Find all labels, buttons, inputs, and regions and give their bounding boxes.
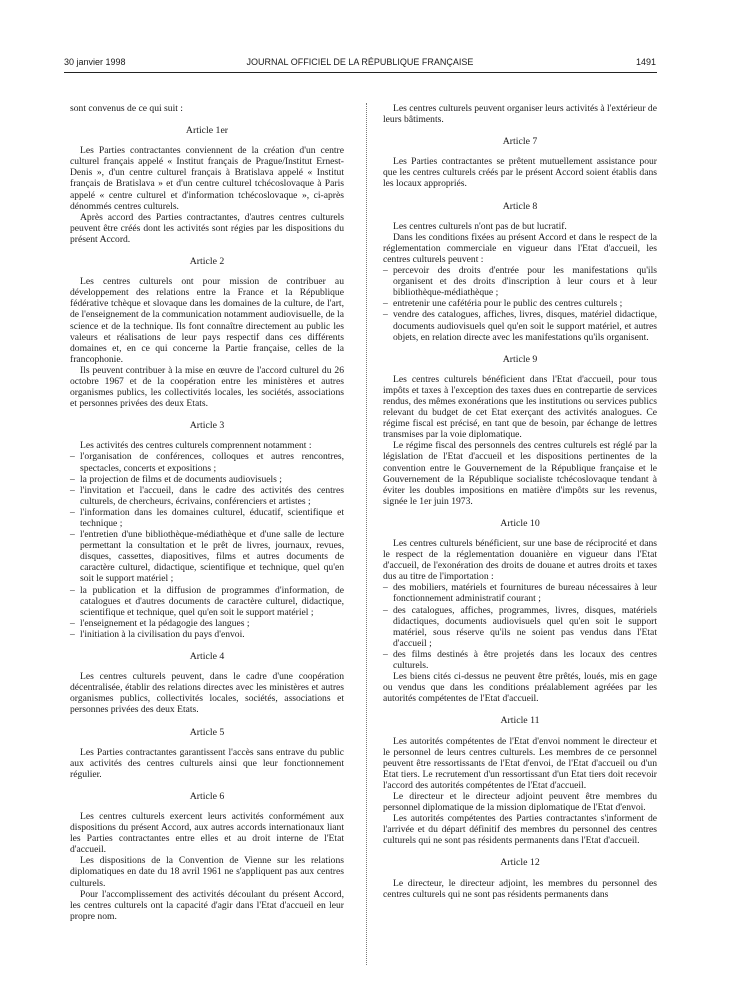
- list-item: – l'invitation et l'accueil, dans le cadre des activités des centres culturels, de chercheurs, écrivains, conférenciers et artistes ;: [70, 485, 344, 507]
- article-11-paragraph: Le directeur et le directeur adjoint peuvent être membres du personnel diplomatique de la mission diplomatique de l'Etat d'envoi.: [383, 790, 657, 814]
- article-1-paragraph: Les Parties contractantes conviennent de la création d'un centre culturel français appelé « Institut français de Prague/Institut Ernest-Denis », d'un centre culturel français à Bratislava appelé « Institut français de Bratislava » et d'un centre culturel tchécoslovaque à Paris appelé « centre culturel et d'information tchécoslovaque », ci-après dénommés centres culturels.: [70, 145, 344, 212]
- article-6-paragraph: Les dispositions de la Convention de Vienne sur les relations diplomatiques en date du 18 avril 1961 ne s'appliquent pas aux centres culturels.: [70, 855, 344, 889]
- article-3-title: Article 3: [189, 420, 225, 432]
- article-12-paragraph: Le directeur, le directeur adjoint, les membres du personnel des centres culturels qui ne sont pas résidents permanents dans: [383, 877, 657, 900]
- list-item: – l'information dans les domaines culturel, éducatif, scientifique et technique ;: [70, 507, 344, 529]
- page-number: 1491: [635, 57, 656, 67]
- list-item: – entretenir une cafétéria pour le public des centres culturels ;: [383, 298, 657, 309]
- list-item: – l'organisation de conférences, colloques et autres rencontres, spectacles, concerts et expositions ;: [70, 451, 344, 473]
- article-7-title: Article 7: [502, 136, 538, 148]
- article-11-title: Article 11: [500, 715, 540, 727]
- list-item: – l'entretien d'une bibliothèque-médiathèque et d'une salle de lecture permettant la consultation et le prêt de livres, journaux, revues, disques, cassettes, diapositives, films et autres documents de caractère culturel, didactique, scientifique et technique, quel qu'en soit le support matériel ;: [70, 529, 344, 584]
- article-8-paragraph: Dans les conditions fixées au présent Accord et dans le respect de la réglementation commerciale en vigueur dans l'Etat d'accueil, les centres culturels peuvent :: [383, 231, 657, 265]
- article-8-paragraph: Les centres culturels n'ont pas de but lucratif.: [393, 220, 567, 232]
- article-1-paragraph: Après accord des Parties contractantes, d'autres centres culturels peuvent être créés dont les activités sont régies par les dispositions du présent Accord.: [70, 211, 344, 245]
- intro-text: sont convenus de ce qui suit :: [70, 103, 183, 114]
- article-10-title: Article 10: [500, 517, 540, 529]
- list-item: – des films destinés à être projetés dans les locaux des centres culturels.: [383, 649, 657, 671]
- article-8-list: [383, 265, 657, 343]
- article-3-list: [70, 451, 344, 640]
- right-column: [383, 103, 657, 900]
- article-4-title: Article 4: [189, 651, 225, 663]
- article-6-paragraph: Pour l'accomplissement des activités découlant du présent Accord, les centres culturels ont la capacité d'agir dans l'Etat d'accueil en leur propre nom.: [70, 888, 344, 922]
- article-10-paragraph: Les biens cités ci-dessus ne peuvent être prêtés, loués, mis en gage ou vendus que dans les conditions préalablement agréées par les autorités compétentes de l'Etat d'accueil.: [383, 671, 657, 705]
- article-11-paragraph: Les autorités compétentes de l'Etat d'envoi nomment le directeur et le personnel de leurs centres culturels. Les membres de ce personnel peuvent être ressortissants de l'Etat d'envoi, de l'Etat d'accueil ou d'un Etat tiers. Le recrutement d'un ressortissant d'un Etat tiers doit recevoir l'accord des autorités compétentes de l'Etat d'accueil.: [383, 735, 657, 791]
- article-3-paragraph: Les activités des centres culturels comprennent notamment :: [80, 440, 312, 452]
- article-8-title: Article 8: [502, 200, 538, 212]
- list-item: – la projection de films et de documents audiovisuels ;: [70, 474, 344, 485]
- article-5-paragraph: Les Parties contractantes garantissent l'accès sans entrave du public aux activités des centres culturels ainsi que leur fonctionnement régulier.: [70, 746, 344, 780]
- column-divider: [366, 103, 367, 965]
- article-9-title: Article 9: [502, 353, 538, 365]
- article-2-paragraph: Les centres culturels ont pour mission de contribuer au développement des relations entre la France et la République fédérative tchèque et slovaque dans les domaines de la culture, de l'art, de l'enseignement de la communication notamment audiovisuelle, de la science et de la technique. Ils font connaître directement au public les valeurs et réalisations de leur pays respectif dans ces différents domaines et, en ce qui concerne la Partie française, celles de la francophonie.: [70, 276, 344, 365]
- left-column: [70, 103, 344, 922]
- article-7-paragraph: Les Parties contractantes se prêtent mutuellement assistance pour que les centres culturels créés par le présent Accord soient établis dans les locaux appropriés.: [383, 156, 657, 190]
- journal-title: JOURNAL OFFICIEL DE LA RÉPUBLIQUE FRANÇAISE: [246, 57, 474, 67]
- article-9-paragraph: Le régime fiscal des personnels des centres culturels est réglé par la législation de l'Etat d'accueil et les dispositions pertinentes de la convention entre le Gouvernement de la République française et le Gouvernement de la République socialiste tchécoslovaque tendant à éviter les doubles impositions en matière d'impôts sur les revenus, signée le 1er juin 1973.: [383, 440, 657, 507]
- article-12-title: Article 12: [500, 857, 540, 869]
- header-rule: [64, 72, 657, 73]
- list-item: – des catalogues, affiches, programmes, livres, disques, matériels didactiques, documents audiovisuels quel qu'en soit le support matériel, sous réserve qu'ils ne soient pas vendus dans l'Etat d'accueil ;: [383, 605, 657, 649]
- article-10-paragraph: Les centres culturels bénéficient, sur une base de réciprocité et dans le respect de la réglementation douanière en vigueur dans l'Etat d'accueil, de l'exonération des droits de douane et autres droits et taxes dus au titre de l'importation :: [383, 538, 657, 583]
- article-5-title: Article 5: [189, 726, 225, 738]
- list-item: – la publication et la diffusion de programmes d'information, de catalogues et d'autres documents de caractère culturel, didactique, scientifique et technique, quel qu'en soit le support matériel ;: [70, 585, 344, 618]
- article-10-list: [383, 582, 657, 671]
- article-9-paragraph: Les centres culturels bénéficient dans l'Etat d'accueil, pour tous impôts et taxes à l'exception des taxes dues en contrepartie de services rendus, des mêmes exonérations que les institutions ou services publics relevant du budget de cet Etat exerçant des activités analogues. Ce régime fiscal est précisé, en tant que de besoin, par échange de lettres transmises par la voie diplomatique.: [383, 373, 657, 441]
- article-6-title: Article 6: [189, 790, 225, 802]
- intro-text: Les centres culturels peuvent organiser leurs activités à l'extérieur de leurs bâtiments.: [383, 103, 657, 126]
- article-2-paragraph: Ils peuvent contribuer à la mise en œuvre de l'accord culturel du 26 octobre 1967 et de la coopération entre les ministères et autres organismes publics, les collectivités locales, les sociétés, associations et personnes privées des deux Etats.: [70, 364, 344, 410]
- list-item: – percevoir des droits d'entrée pour les manifestations qu'ils organisent et des droits d'inscription à leur cours et à leur bibliothèque-médiathèque ;: [383, 265, 657, 298]
- article-11-paragraph: Les autorités compétentes des Parties contractantes s'informent de l'arrivée et du départ définitif des membres du personnel des centres culturels qui ne sont pas résidents permanents dans l'Etat d'accueil.: [383, 813, 657, 847]
- article-2-title: Article 2: [189, 256, 225, 268]
- issue-date: 30 janvier 1998: [64, 57, 126, 67]
- list-item: – des mobiliers, matériels et fournitures de bureau nécessaires à leur fonctionnement administratif courant ;: [383, 582, 657, 604]
- article-4-paragraph: Les centres culturels peuvent, dans le cadre d'une coopération décentralisée, établir des relations directes avec les ministères et autres organismes publics, collectivités locales, sociétés, associations et personnes privées des deux Etats.: [70, 671, 344, 716]
- list-item: – vendre des catalogues, affiches, livres, disques, matériel didactique, documents audiovisuels quel qu'en soit le support matériel, et autres objets, en relation directe avec les manifestations qu'ils organisent.: [383, 309, 657, 342]
- list-item: – l'initiation à la civilisation du pays d'envoi.: [70, 629, 344, 640]
- page-header: [64, 57, 656, 73]
- article-1-title: Article 1er: [185, 125, 229, 137]
- list-item: – l'enseignement et la pédagogie des langues ;: [70, 618, 344, 629]
- article-6-paragraph: Les centres culturels exercent leurs activités conformément aux dispositions du présent Accord, aux autres accords internationaux liant les Parties contractantes entre elles et au droit interne de l'Etat d'accueil.: [70, 810, 344, 856]
